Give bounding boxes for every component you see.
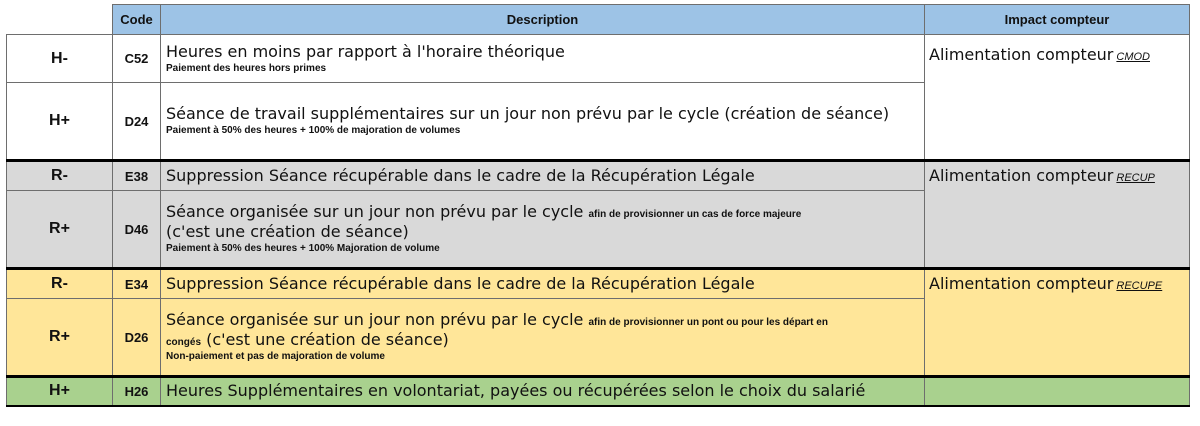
header-impact: Impact compteur [925,5,1190,35]
code-table-container [6,4,1189,407]
table-row [7,35,1190,83]
impact-label: Alimentation compteur [929,166,1114,185]
header-description: Description [161,5,925,35]
description-main: Suppression Séance récupérable dans le cadre de la Récupération Légale [166,274,755,293]
description-cell [161,191,925,269]
type-cell: H- [7,35,113,83]
description-note: Paiement à 50% des heures + 100% Majoration de volume [166,243,440,254]
description-continuation: (c'est une création de séance) [166,222,409,241]
type-cell: R+ [7,299,113,377]
description-cell [161,377,925,406]
type-cell: H+ [7,83,113,161]
impact-cell [925,269,1190,377]
description-note: Paiement des heures hors primes [166,62,327,74]
description-cell [161,299,925,377]
description-main: Suppression Séance récupérable dans le cadre de la Récupération Légale [166,166,755,185]
header-code: Code [113,5,161,35]
code-cell: D26 [113,299,161,377]
counter-name: RECUP [1116,172,1155,184]
description-inline-note: afin de provisionner un cas de force majeure [588,209,802,220]
impact-label: Alimentation compteur [929,274,1114,293]
counter-name: CMOD [1116,51,1150,63]
table-row [7,377,1190,406]
table-row [7,269,1190,299]
code-cell: D46 [113,191,161,269]
code-cell: D24 [113,83,161,161]
description-note: Non-paiement et pas de majoration de volume [166,351,385,362]
counter-name: RECUPE [1116,280,1163,292]
type-cell: R- [7,161,113,191]
impact-cell [925,35,1190,161]
type-cell: H+ [7,377,113,406]
type-cell: R- [7,269,113,299]
table-row [7,161,1190,191]
impact-cell-empty [925,377,1190,406]
header-row [7,5,1190,35]
description-main: Séance organisée sur un jour non prévu par le cycle [166,310,584,329]
description-inline-note-2: congés [166,337,202,348]
description-main: Séance de travail supplémentaires sur un jour non prévu par le cycle (création de séance) [166,104,890,123]
description-main: Heures Supplémentaires en volontariat, payées ou récupérées selon le choix du salarié [166,381,866,401]
description-cell [161,161,925,191]
code-cell: C52 [113,35,161,83]
code-table [6,4,1190,407]
description-cell [161,269,925,299]
code-cell: H26 [113,377,161,406]
description-main: Séance organisée sur un jour non prévu par le cycle [166,202,584,221]
code-cell: E38 [113,161,161,191]
description-note: Paiement à 50% des heures + 100% de majoration de volumes [166,125,461,136]
description-cell [161,83,925,161]
impact-label: Alimentation compteur [929,45,1114,64]
impact-cell [925,161,1190,269]
description-inline-note: afin de provisionner un pont ou pour les départ en [588,317,828,328]
description-main: Heures en moins par rapport à l'horaire théorique [166,41,565,61]
header-blank-cell [7,5,113,35]
description-continuation: (c'est une création de séance) [206,330,449,349]
type-cell: R+ [7,191,113,269]
description-cell [161,35,925,83]
code-cell: E34 [113,269,161,299]
